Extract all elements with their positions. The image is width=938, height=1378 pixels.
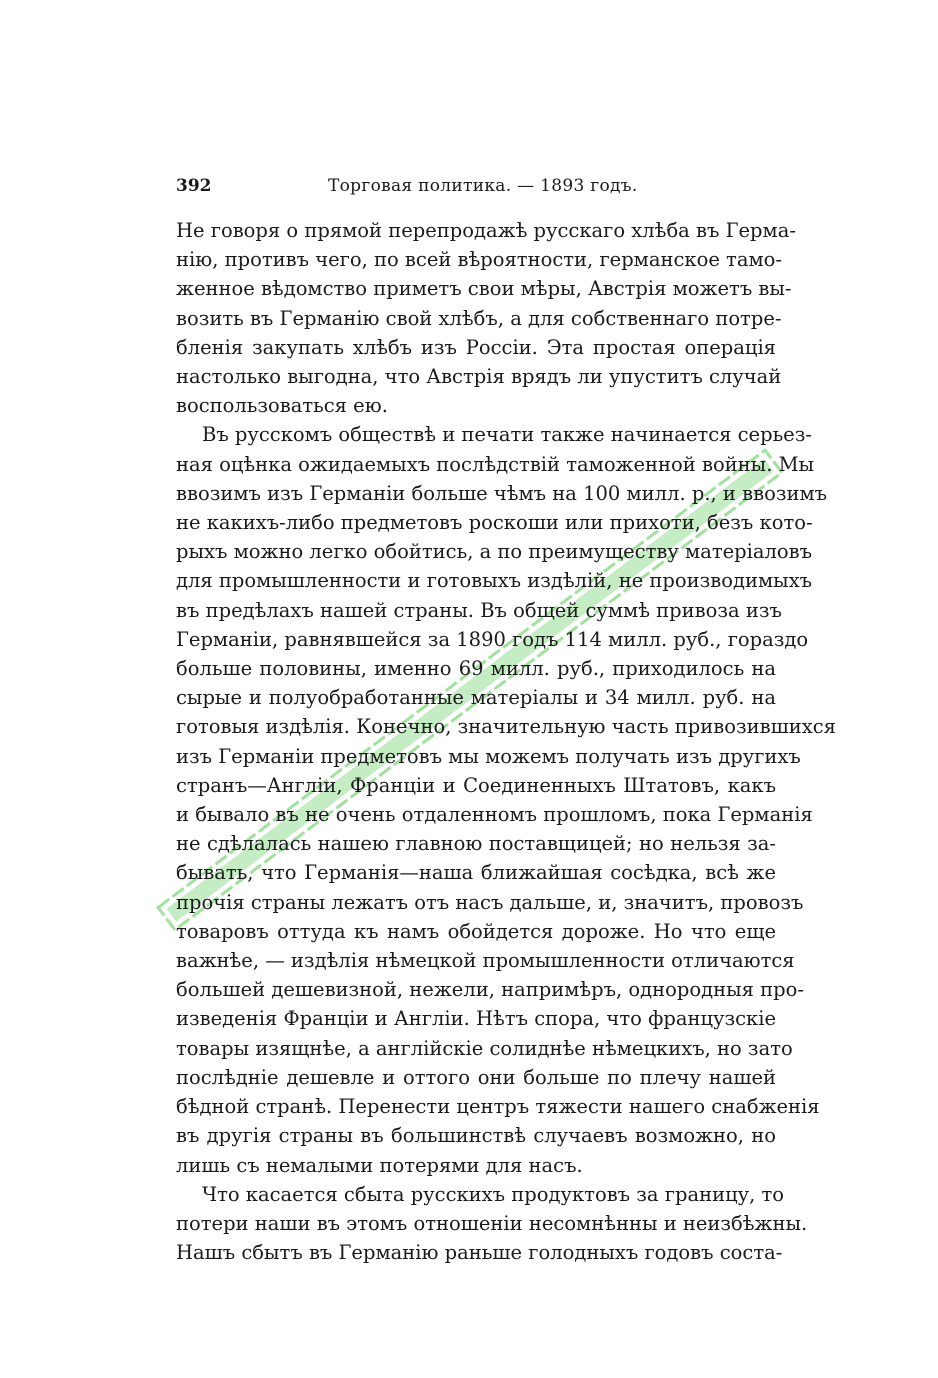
running-header [176, 176, 768, 200]
text-line: Нашъ сбытъ въ Германію раньше голодныхъ годовъ соста- [176, 1241, 783, 1265]
text-line: товары изящнѣе, а англійскіе солиднѣе нѣмецкихъ, но зато [176, 1036, 793, 1060]
page-number: 392 [176, 176, 212, 196]
running-title: Торговая политика. — 1893 годъ. [328, 176, 638, 196]
text-line: не сдѣлалась нашею главною поставщицей; но нельзя за- [176, 832, 776, 856]
text-line: бывать, что Германія—наша ближайшая сосѣдка, всѣ же [176, 861, 776, 885]
text-line: Въ русскомъ обществѣ и печати также начинается серьез- [202, 423, 812, 447]
text-line: для промышленности и готовыхъ издѣлій, не производимыхъ [176, 569, 813, 593]
text-line: большей дешевизной, нежели, напримѣръ, однородныя про- [176, 978, 804, 1002]
text-line: странъ—Англіи, Франціи и Соединенныхъ Штатовъ, какъ [176, 773, 776, 797]
text-line: Не говоря о прямой перепродажѣ русскаго хлѣба въ Герма- [176, 219, 796, 242]
text-line: сырые и полуобработанные матеріалы и 34 милл. руб. на [176, 686, 776, 710]
text-line: лишь съ немалыми потерями для насъ. [176, 1153, 583, 1177]
text-line: Что касается сбыта русскихъ продуктовъ за границу, то [202, 1182, 785, 1206]
text-line: изъ Германіи предметовъ мы можемъ получать изъ другихъ [176, 744, 801, 768]
text-line: рыхъ можно легко обойтись, а по преимуществу матеріаловъ [176, 540, 813, 564]
text-line: возить въ Германію свой хлѣбъ, а для собственнаго потре- [176, 306, 782, 330]
text-line: не какихъ-либо предметовъ роскоши или прихоти, безъ кото- [176, 511, 813, 535]
text-line: ввозимъ изъ Германіи больше чѣмъ на 100 милл. р., и ввозимъ [176, 481, 828, 505]
text-line: въ предѣлахъ нашей страны. Въ общей суммѣ привоза изъ [176, 598, 782, 622]
text-line: въ другія страны въ большинствѣ случаевъ возможно, но [176, 1124, 776, 1148]
text-line: и бывало въ не очень отдаленномъ прошломъ, пока Германія [176, 803, 813, 827]
text-line: важнѣе, — издѣлія нѣмецкой промышленности отличаются [176, 949, 795, 973]
text-line: ная оцѣнка ожидаемыхъ послѣдствій таможенной войны. Мы [176, 452, 815, 476]
text-line: изведенія Франціи и Англіи. Нѣтъ спора, что французскіе [176, 1007, 776, 1031]
text-line: товаровъ оттуда къ намъ обойдется дороже. Но что еще [176, 919, 776, 943]
text-line: бленія закупать хлѣбъ изъ Россіи. Эта простая операція [176, 335, 776, 359]
text-line: женное вѣдомство приметъ свои мѣры, Австрія можетъ вы- [176, 277, 792, 301]
text-line: потери наши въ этомъ отношеніи несомнѣнны и неизбѣжны. [176, 1211, 808, 1235]
body-text [176, 216, 836, 1267]
text-line: бѣдной странѣ. Перенести центръ тяжести нашего снабженія [176, 1095, 820, 1119]
text-line: нію, противъ чего, по всей вѣроятности, германское тамо- [176, 248, 782, 272]
text-line: прочія страны лежатъ отъ насъ дальше, и, значитъ, провозъ [176, 890, 804, 914]
text-line: готовыя издѣлія. Конечно, значительную часть привозившихся [176, 715, 836, 739]
text-line: больше половины, именно 69 милл. руб., приходилось на [176, 657, 776, 681]
text-line: послѣдніе дешевле и оттого они больше по плечу нашей [176, 1065, 776, 1089]
text-line: настолько выгодна, что Австрія врядъ ли упуститъ случай [176, 365, 782, 389]
text-line: Германіи, равнявшейся за 1890 годъ 114 милл. руб., гораздо [176, 627, 809, 651]
text-line: воспользоваться ею. [176, 394, 388, 418]
